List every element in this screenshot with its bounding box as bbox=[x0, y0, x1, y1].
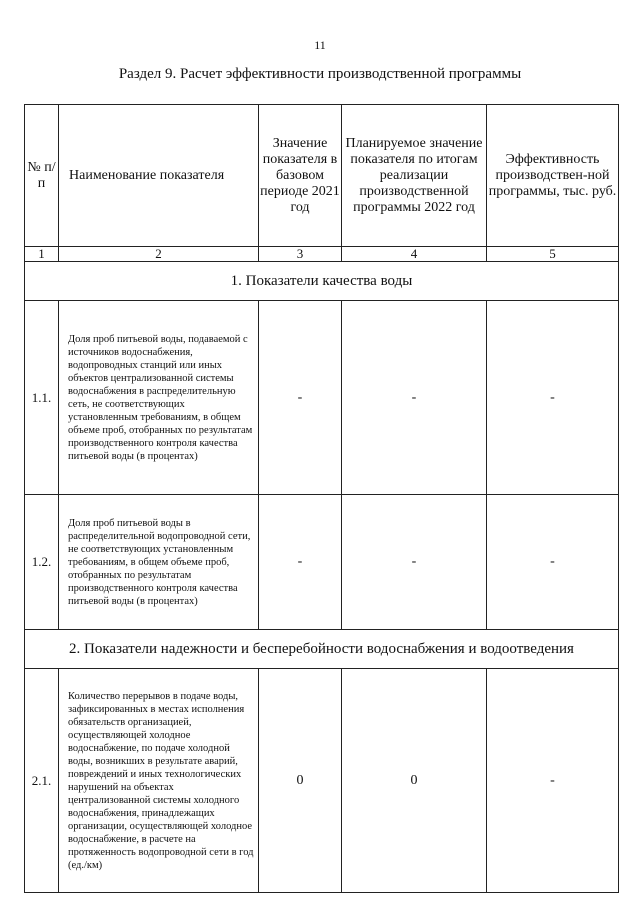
efficiency-value: - bbox=[487, 495, 619, 630]
base-value: - bbox=[259, 495, 342, 630]
base-value: 0 bbox=[259, 669, 342, 893]
column-number: 2 bbox=[59, 247, 259, 262]
indicator-name: Доля проб питьевой воды, подаваемой с источников водоснабжения, водопроводных станций или иных объектов централизованной системы водоснабжения в распределительную сеть, не соответствующих установленным требованиям, в общем объеме проб, отобранных по результатам производственного контроля качества питьевой воды (в процентах) bbox=[59, 301, 259, 495]
indicator-name: Количество перерывов в подаче воды, зафиксированных в местах исполнения обязательств организацией, осуществляющей холодное водоснабжение, по подаче холодной воды, возникших в результате аварий, повреждений и иных технологических нарушений на объектах централизованной системы холодного водоснабжения, принадлежащих организации, осуществляющей холодное водоснабжение, в расчете на протяженность водопроводной сети в год (ед./км) bbox=[59, 669, 259, 893]
page-number: 11 bbox=[314, 38, 326, 52]
section-title: Раздел 9. Расчет эффективности производственной программы bbox=[118, 66, 522, 82]
group-row bbox=[25, 262, 619, 301]
row-number: 2.1. bbox=[25, 669, 59, 893]
table-row bbox=[25, 669, 619, 893]
group-title: 1. Показатели качества воды bbox=[25, 262, 619, 301]
header-planned-value: Планируемое значение показателя по итогам реализации производственной программы 2022 год bbox=[342, 105, 487, 247]
header-name: Наименование показателя bbox=[59, 105, 259, 247]
column-number: 1 bbox=[25, 247, 59, 262]
base-value: - bbox=[259, 301, 342, 495]
group-title: 2. Показатели надежности и бесперебойности водоснабжения и водоотведения bbox=[25, 630, 619, 669]
planned-value: 0 bbox=[342, 669, 487, 893]
table-row bbox=[25, 301, 619, 495]
row-number: 1.1. bbox=[25, 301, 59, 495]
planned-value: - bbox=[342, 301, 487, 495]
header-row bbox=[25, 105, 619, 247]
column-number-row bbox=[25, 247, 619, 262]
header-efficiency: Эффективность производствен-ной программы, тыс. руб. bbox=[487, 105, 619, 247]
column-number: 5 bbox=[487, 247, 619, 262]
planned-value: - bbox=[342, 495, 487, 630]
row-number: 1.2. bbox=[25, 495, 59, 630]
column-number: 3 bbox=[259, 247, 342, 262]
header-num: № п/п bbox=[25, 105, 59, 247]
header-base-value: Значение показателя в базовом периоде 2021 год bbox=[259, 105, 342, 247]
efficiency-value: - bbox=[487, 669, 619, 893]
efficiency-table bbox=[24, 104, 619, 893]
column-number: 4 bbox=[342, 247, 487, 262]
indicator-name: Доля проб питьевой воды в распределительной водопроводной сети, не соответствующих установленным требованиям, в общем объеме проб, отобранных по результатам производственного контроля качества питьевой воды (в процентах) bbox=[59, 495, 259, 630]
table-row bbox=[25, 495, 619, 630]
group-row bbox=[25, 630, 619, 669]
efficiency-value: - bbox=[487, 301, 619, 495]
